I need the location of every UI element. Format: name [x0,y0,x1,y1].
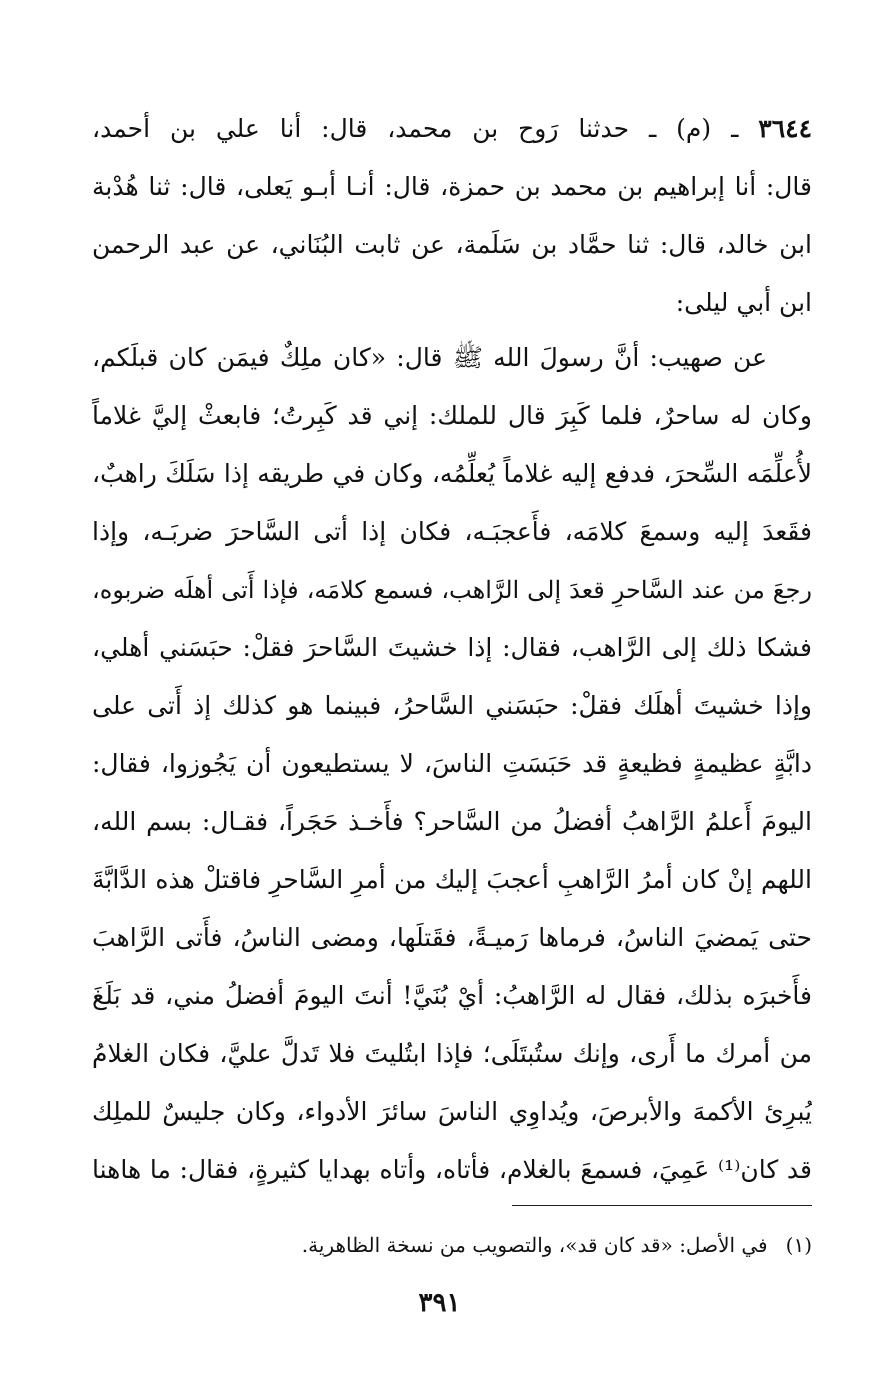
hadith-source-marker: (م) [676,114,712,143]
matn-line-14: يُبرِئ الأكمهَ والأبرصَ، ويُداوِي الناسَ سائرَ الأدواء، وكان جليسٌ للملِك [92,1097,812,1126]
matn-line-4: فقَعدَ إليه وسمعَ كلامَه، فأَعجبَـه، فكان إذا أتى السَّاحرَ ضربَـه، وإذا [92,517,812,546]
matn-line-1: عن صهيب: أنَّ رسولَ الله ﷺ قال: «كان ملِكٌ فيمَن كان قبلَكم، [92,343,767,372]
matn-line-7: وإذا خشيتَ أهلَك فقلْ: حبَسَني السَّاحرُ، فبينما هو كذلك إذ أَتى على [92,691,812,720]
matn-block [92,329,812,1199]
footnote-separator [512,1205,812,1206]
matn-line-5: رجعَ من عند السَّاحرِ قعدَ إلى الرَّاهب، فسمع كلامَه، فإذا أَتى أهلَه ضربوه، [92,576,812,604]
isnad-line-1-text: حدثنا رَوح بن محمد، قال: أنا علي بن أحمد، [92,114,630,143]
page-number: ٣٩١ [418,1288,461,1318]
matn-line-15: قد كان⁽¹⁾ عَمِيَ، فسمعَ بالغلام، فأتاه، وأتاه بهدايا كثيرةٍ، فقال: ما هاهنا [92,1155,812,1184]
footnote [92,1225,812,1265]
isnad-block [92,100,812,332]
matn-line-6: فشكا ذلك إلى الرَّاهب، فقال: إذا خشيتَ السَّاحرَ فقلْ: حبَسَني أهلي، [92,633,812,662]
matn-line-3: لأُعلِّمَه السِّحرَ، فدفع إليه غلاماً يُعلِّمُه، وكان في طريقه إذا سَلَكَ راهبٌ، [92,459,812,488]
footnote-text: في الأصل: «قد كان قد»، والتصويب من نسخة الظاهرية. [301,1233,768,1257]
matn-line-11: حتى يَمضيَ الناسُ، فرماها رَميـةً، فقَتلَها، ومضى الناسُ، فأَتى الرَّاهبَ [92,923,812,952]
matn-line-12: فأَخبرَه بذلك، فقال له الرَّاهبُ: أيْ بُنَيَّ! أنتَ اليومَ أفضلُ مني، قد بَلَغَ [92,981,812,1010]
isnad-line-2: قال: أنا إبراهيم بن محمد بن حمزة، قال: أنـا أبـو يَعلى، قال: ثنا هُدْبة [92,172,812,201]
matn-line-2: وكان له ساحرٌ، فلما كَبِرَ قال للملك: إني قد كَبِرتُ؛ فابعثْ إليَّ غلاماً [92,401,812,430]
isnad-line-1: ٣٦٤٤ ـ (م) ـ حدثنا رَوح بن محمد، قال: أنا علي بن أحمد، [92,114,812,143]
matn-line-9: اليومَ أَعلمُ الرَّاهبُ أفضلُ من السَّاحر؟ فأَخـذ حَجَراً، فقـال: بسم الله، [92,807,812,836]
hadith-number: ٣٦٤٤ [758,114,812,143]
isnad-line-4: ابن أبي ليلى: [675,288,812,317]
footnote-number: (١) [785,1233,812,1257]
isnad-line-3: ابن خالد، قال: ثنا حمَّاد بن سَلَمة، عن ثابت البُنَاني، عن عبد الرحمن [92,230,812,259]
matn-line-8: دابَّةٍ عظيمةٍ فظيعةٍ قد حَبَسَتِ الناسَ، لا يستطيعون أن يَجُوزوا، فقال: [92,749,812,778]
matn-line-13: من أمرك ما أَرى، وإنك ستُبتَلَى؛ فإذا ابتُليتَ فلا تَدلَّ عليَّ، فكان الغلامُ [92,1039,812,1068]
matn-line-10: اللهم إنْ كان أمرُ الرَّاهبِ أعجبَ إليك من أمرِ السَّاحرِ فاقتلْ هذه الدَّابَّةَ [92,865,812,894]
